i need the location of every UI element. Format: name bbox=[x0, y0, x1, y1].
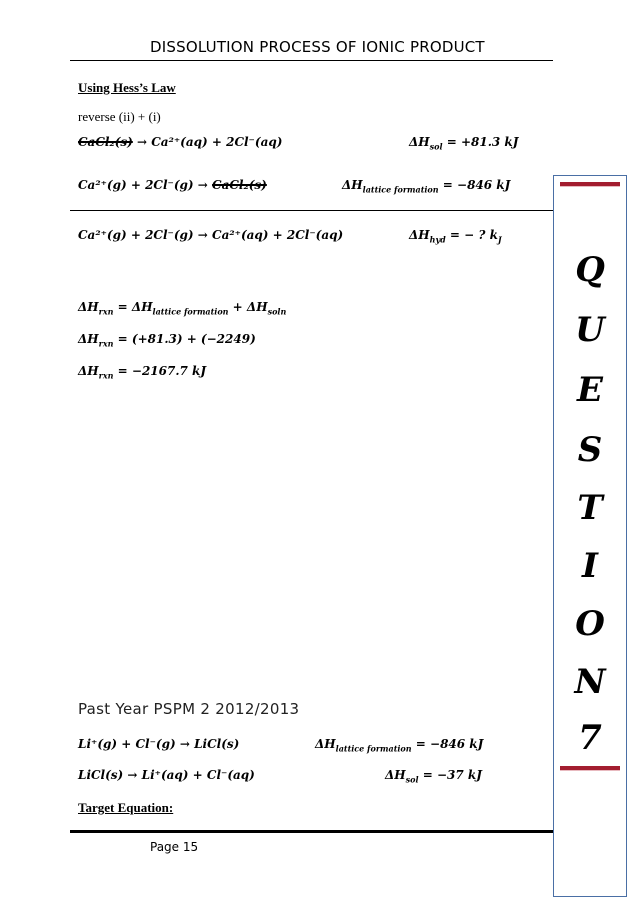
header-rule bbox=[70, 60, 553, 61]
calc-line-3 bbox=[78, 364, 206, 380]
calc2-lhs: ΔH bbox=[78, 332, 99, 346]
past-eq-1: Li⁺(g) + Cl⁻(g) → LiCl(s) bbox=[78, 737, 240, 751]
summation-rule bbox=[70, 210, 553, 211]
footer-rule bbox=[70, 830, 553, 833]
past-eq-1-enthalpy bbox=[315, 737, 483, 753]
calc3-rhs: = −2167.7 kJ bbox=[117, 364, 207, 378]
eq1-reactant: CaCl₂(s) bbox=[78, 135, 133, 149]
page-header-title: DISSOLUTION PROCESS OF IONIC PRODUCT bbox=[150, 38, 485, 56]
sidebar-accent-bar-bottom bbox=[560, 766, 620, 771]
sidebar-letter-7: 7 bbox=[578, 718, 602, 758]
past-eq1-dh-symbol: ΔH bbox=[315, 737, 336, 751]
equation-1-enthalpy bbox=[409, 135, 518, 151]
past-eq2-dh-value: = −37 kJ bbox=[422, 768, 482, 782]
calc1-mid: = ΔH bbox=[117, 300, 153, 314]
sidebar-letter-n: N bbox=[574, 662, 606, 702]
calc-line-1 bbox=[78, 300, 286, 316]
past-eq1-dh-value: = −846 kJ bbox=[415, 737, 484, 751]
eq1-dh-sub: sol bbox=[429, 141, 443, 152]
calc2-rhs: = (+81.3) + (−2249) bbox=[117, 332, 256, 346]
calc2-lhs-sub: rxn bbox=[98, 338, 114, 349]
sidebar-letter-t: T bbox=[577, 488, 603, 528]
eq2-dh-sub: lattice formation bbox=[362, 184, 439, 195]
sidebar-letter-i: I bbox=[582, 546, 598, 586]
eq3-dh-value: = − ? k bbox=[449, 228, 498, 242]
past-eq2-dh-symbol: ΔH bbox=[385, 768, 406, 782]
calc1-lhs-sub: rxn bbox=[98, 306, 114, 317]
equation-3: Ca²⁺(g) + 2Cl⁻(g) → Ca²⁺(aq) + 2Cl⁻(aq) bbox=[78, 228, 344, 242]
page-number: Page 15 bbox=[150, 840, 199, 854]
section-heading: Using Hess’s Law bbox=[78, 80, 176, 95]
sidebar-accent-bar-top bbox=[560, 182, 620, 187]
equation-3-enthalpy bbox=[409, 228, 502, 244]
calc1-mid-sub: lattice formation bbox=[152, 306, 229, 317]
sidebar-letter-s: S bbox=[577, 430, 603, 470]
sidebar-letter-o: O bbox=[575, 604, 605, 644]
calc3-lhs: ΔH bbox=[78, 364, 99, 378]
past-eq1-dh-sub: lattice formation bbox=[335, 743, 412, 754]
eq1-arrow: → bbox=[137, 135, 148, 149]
section-step: reverse (ii) + (i) bbox=[78, 109, 161, 124]
eq2-dh-value: = −846 kJ bbox=[442, 178, 511, 192]
sidebar-letter-e: E bbox=[577, 370, 603, 410]
eq2-reactants: Ca²⁺(g) + 2Cl⁻(g) → bbox=[78, 178, 208, 192]
calc-line-2 bbox=[78, 332, 256, 348]
calc1-plus: + ΔH bbox=[232, 300, 268, 314]
calc1-lhs: ΔH bbox=[78, 300, 99, 314]
eq1-dh-symbol: ΔH bbox=[409, 135, 430, 149]
eq1-dh-value: = +81.3 kJ bbox=[446, 135, 519, 149]
past-eq2-dh-sub: sol bbox=[405, 774, 419, 785]
eq3-dh-unit-tail: J bbox=[497, 234, 502, 245]
calc1-plus-sub: soln bbox=[267, 306, 287, 317]
target-equation-label: Target Equation: bbox=[78, 800, 174, 815]
eq2-dh-symbol: ΔH bbox=[342, 178, 363, 192]
eq2-product: CaCl₂(s) bbox=[212, 178, 267, 192]
equation-2-enthalpy bbox=[342, 178, 510, 194]
sidebar-letter-u: U bbox=[575, 310, 605, 350]
calc3-lhs-sub: rxn bbox=[98, 370, 114, 381]
equation-1 bbox=[78, 135, 282, 149]
eq3-dh-symbol: ΔH bbox=[409, 228, 430, 242]
past-eq-2-enthalpy bbox=[385, 768, 482, 784]
equation-2 bbox=[78, 178, 267, 192]
eq1-products: Ca²⁺(aq) + 2Cl⁻(aq) bbox=[151, 135, 283, 149]
eq3-dh-sub: hyd bbox=[429, 234, 446, 245]
past-eq-2: LiCl(s) → Li⁺(aq) + Cl⁻(aq) bbox=[78, 768, 255, 782]
sidebar-letter-q: Q bbox=[575, 250, 605, 290]
past-year-title: Past Year PSPM 2 2012/2013 bbox=[78, 700, 300, 718]
